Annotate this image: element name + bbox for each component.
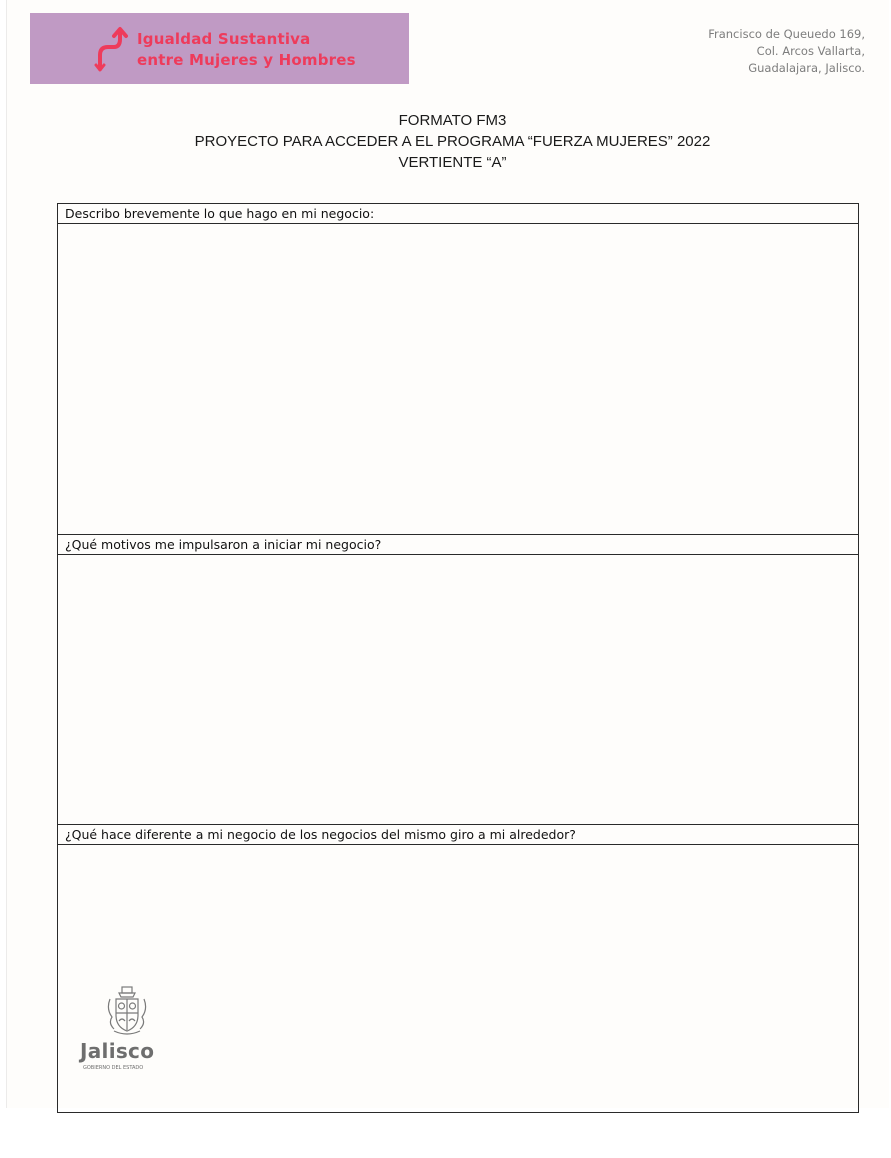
jalisco-subtitle: GOBIERNO DEL ESTADO [83, 1065, 144, 1071]
jalisco-coat-of-arms-icon [102, 985, 152, 1037]
form-code: FORMATO FM3 [398, 112, 507, 129]
arrow-up-curve-icon [90, 25, 130, 73]
address-line1: Francisco de Queuedo 169, [708, 27, 865, 41]
address-block [708, 26, 865, 77]
question-1-label: Describo brevemente lo que hago en mi negocio: [57, 203, 859, 224]
address-line3: Guadalajara, Jalisco. [748, 61, 865, 75]
question-3-label: ¿Qué hace diferente a mi negocio de los negocios del mismo giro a mi alrededor? [57, 824, 859, 845]
document-heading [7, 110, 891, 173]
jalisco-wordmark: Jalisco [80, 1039, 155, 1063]
form-title: PROYECTO PARA ACCEDER A EL PROGRAMA “FUERZA MUJERES” 2022 [194, 133, 711, 150]
address-line2: Col. Arcos Vallarta, [756, 44, 865, 58]
question-2-label: ¿Qué motivos me impulsaron a iniciar mi negocio? [57, 534, 859, 555]
form-subtitle: VERTIENTE “A” [398, 154, 507, 171]
igualdad-sustantiva-banner [30, 13, 409, 84]
jalisco-logo [80, 985, 180, 1075]
banner-title-line1: Igualdad Sustantiva [137, 30, 311, 48]
banner-title-line2: entre Mujeres y Hombres [137, 51, 356, 69]
answer-2-field[interactable] [58, 555, 858, 824]
answer-1-field[interactable] [58, 224, 858, 534]
